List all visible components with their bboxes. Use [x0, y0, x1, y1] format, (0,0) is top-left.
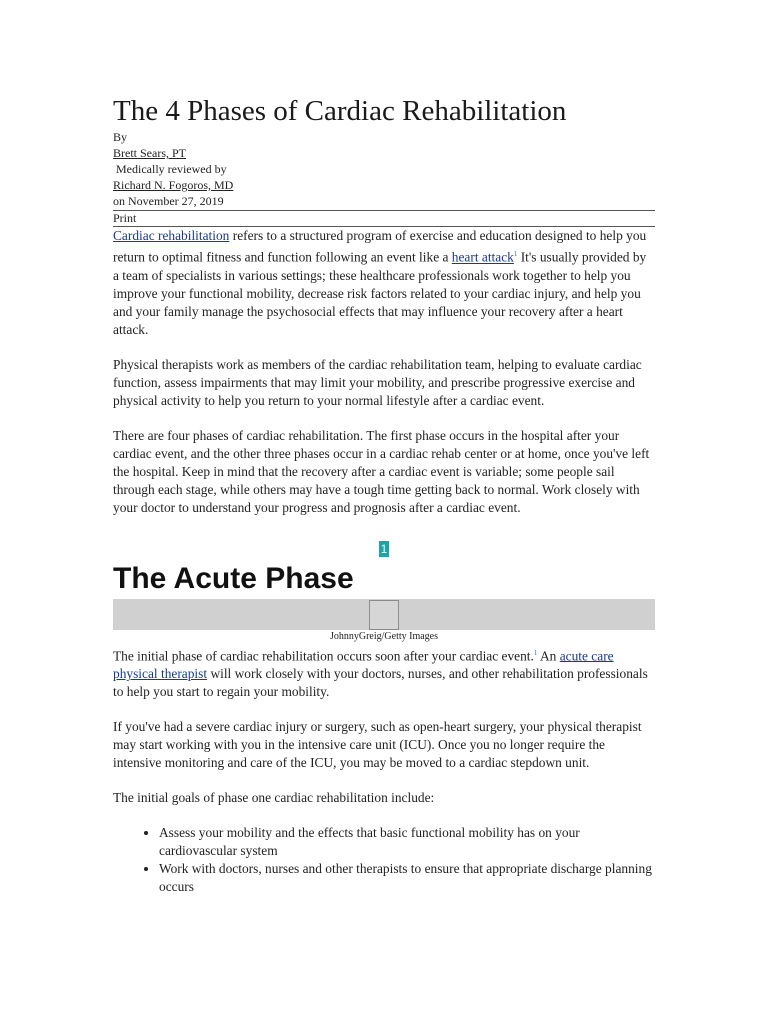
list-item: • Assess your mobility and the effects that basic functional mobility has on your cardiovascular system [159, 824, 655, 860]
author-link[interactable]: Brett Sears, PT [113, 145, 186, 160]
print-button[interactable]: Print [113, 211, 655, 228]
by-label: By [113, 130, 128, 144]
citation-marker[interactable]: 1 [513, 250, 518, 259]
intro-paragraph-3: There are four phases of cardiac rehabilitation. The first phase occurs in the hospital after your cardiac event, and the other three phases occur in a cardiac rehab center or at home, once you've left the hospital. Keep in mind that the recovery after a cardiac event is variable; some people sail through each stage, while others may have a tough time getting back to normal. Work closely with your doctor to understand your progress and prognosis after a cardiac event. [113, 427, 650, 515]
section-image [113, 599, 655, 630]
byline [113, 130, 655, 227]
article [113, 92, 655, 896]
intro-paragraph-2: Physical therapists work as members of the cardiac rehabilitation team, helping to evaluate cardiac function, assess impairments that may limit your mobility, and prescribe progressive exercise and physical activity to help you return to your normal lifestyle after a cardiac event. [113, 356, 642, 408]
section-paragraph-1: The initial phase of cardiac rehabilitation occurs soon after your cardiac event.$^1$ An acute care physical therapist will work closely with your doctors, nurses, and other rehabilitation professionals to help you start to regain your mobility. [113, 648, 648, 700]
cardiac-rehabilitation-link[interactable]: Cardiac rehabilitation [113, 228, 230, 244]
acute-care-pt-link[interactable]: acute care physical therapist [113, 648, 614, 682]
citation-marker[interactable]: 1 [533, 648, 538, 657]
image-caption: JohnnyGreig/Getty Images [329, 630, 439, 642]
image-placeholder-icon [369, 600, 399, 630]
reviewer-link[interactable]: Richard N. Fogoros, MD [113, 177, 234, 192]
section-heading: The Acute Phase [113, 561, 354, 595]
section-paragraph-3: The initial goals of phase one cardiac rehabilitation include: [113, 790, 435, 806]
section-paragraph-2: If you've had a severe cardiac injury or surgery, such as open-heart surgery, your physical therapist may start working with you in the intensive care unit (ICU). Once you no longer require the intensive monitoring and care of the ICU, you may be moved to a cardiac stepdown unit. [113, 719, 642, 771]
section-number-badge: 1 [380, 541, 388, 556]
intro-paragraph-1: Cardiac rehabilitation refers to a structured program of exercise and education designed to help you return to optimal fitness and function following an event like a heart attack$^1$ It's usually provided by a team of specialists in various settings; these healthcare professionals work together to help you improve your functional mobility, decrease risk factors related to your cardiac injury, and help you and your family manage the psychosocial effects that may influence your recovery after a heart attack. [113, 228, 647, 337]
publish-date: on November 27, 2019 [113, 194, 655, 211]
list-item: • Work with doctors, nurses and other therapists to ensure that appropriate discharge planning occurs [159, 860, 655, 896]
goals-list [113, 824, 655, 896]
heart-attack-link[interactable]: heart attack [451, 249, 514, 265]
reviewed-label: Medically reviewed by [116, 161, 227, 176]
page-title: The 4 Phases of Cardiac Rehabilitation [113, 95, 567, 127]
